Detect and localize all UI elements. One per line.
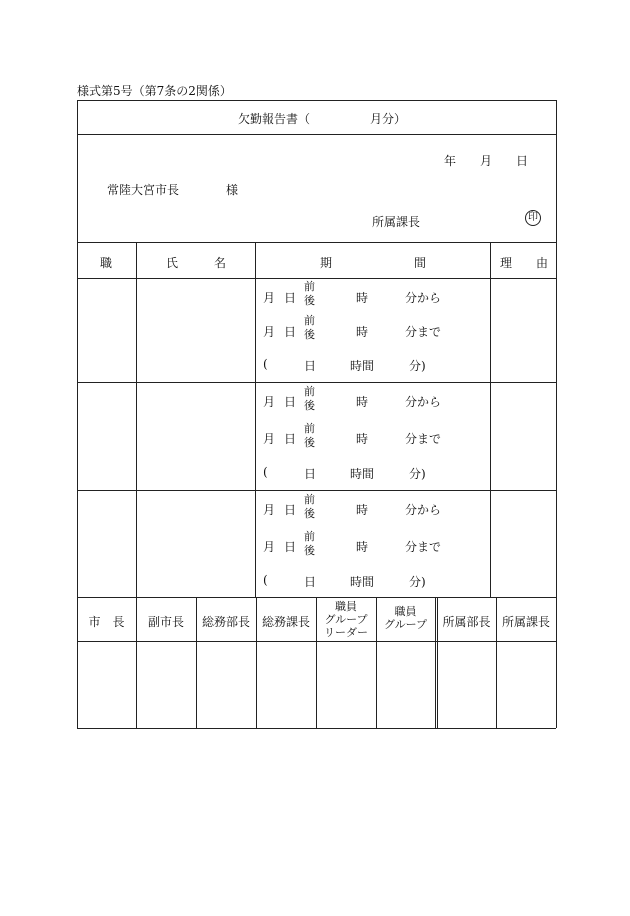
until-day: 日 — [284, 540, 297, 554]
from-month: 月 — [263, 395, 276, 409]
until-month: 月 — [263, 540, 276, 554]
approval-mayor: 市 長 — [88, 615, 125, 629]
approval-staff-group-line1: 職員 — [394, 605, 417, 618]
total-min: 分) — [409, 575, 426, 589]
total-open-paren: ( — [263, 573, 268, 587]
from-am: 前 — [304, 280, 315, 293]
from-suffix: 分から — [405, 503, 442, 517]
table-right-border — [556, 100, 557, 728]
col-divider-post — [136, 242, 137, 597]
until-suffix: 分まで — [405, 325, 442, 339]
title-divider — [77, 134, 556, 135]
approval-staff-group-leader-line3: リーダー — [324, 626, 368, 639]
until-pm: 後 — [304, 544, 315, 557]
col-header-post: 職 — [100, 256, 113, 270]
col-header-reason-left: 理 — [500, 256, 513, 270]
total-hours: 時間 — [350, 359, 375, 373]
until-month: 月 — [263, 325, 276, 339]
total-hours: 時間 — [350, 575, 375, 589]
from-suffix: 分から — [405, 291, 442, 305]
from-day: 日 — [284, 395, 297, 409]
until-pm: 後 — [304, 328, 315, 341]
until-am: 前 — [304, 530, 315, 543]
from-month: 月 — [263, 291, 276, 305]
approval-staff-group-leader-line2: グループ — [324, 613, 368, 626]
from-hour: 時 — [356, 395, 369, 409]
from-pm: 後 — [304, 294, 315, 307]
total-open-paren: ( — [263, 357, 268, 371]
form-title: 欠勤報告書（ 月分） — [238, 112, 407, 126]
table-bottom-border — [77, 728, 556, 729]
until-hour: 時 — [356, 540, 369, 554]
col-divider-period — [490, 242, 491, 597]
approval-general-affairs-chief: 総務課長 — [261, 615, 310, 629]
col-header-name-left: 氏 — [166, 256, 179, 270]
total-day: 日 — [304, 575, 317, 589]
approval-staff-group-line2: グループ — [383, 618, 428, 631]
entry-divider-2 — [77, 490, 556, 491]
total-open-paren: ( — [263, 465, 268, 479]
from-pm: 後 — [304, 399, 315, 412]
honorific: 様 — [226, 183, 239, 197]
total-hours: 時間 — [350, 467, 375, 481]
from-day: 日 — [284, 291, 297, 305]
dept-head-label: 所属課長 — [372, 215, 421, 229]
approval-dept-director: 所属部長 — [442, 615, 491, 629]
date-month-label: 月 — [480, 154, 493, 168]
entry-divider-1 — [77, 382, 556, 383]
approval-vice-mayor: 副市長 — [147, 615, 184, 629]
from-suffix: 分から — [405, 395, 442, 409]
approval-staff-group-leader-line1: 職員 — [335, 600, 357, 613]
total-min: 分) — [409, 467, 426, 481]
from-am: 前 — [304, 493, 315, 506]
from-hour: 時 — [356, 291, 369, 305]
until-suffix: 分まで — [405, 432, 442, 446]
approval-dept-chief: 所属課長 — [501, 615, 550, 629]
col-header-reason-right: 由 — [536, 256, 549, 270]
total-day: 日 — [304, 359, 317, 373]
addressee: 常陸大宮市長 — [107, 183, 180, 197]
col-header-period-left: 期 — [320, 256, 333, 270]
total-day: 日 — [304, 467, 317, 481]
col-header-name-right: 名 — [214, 256, 227, 270]
until-hour: 時 — [356, 325, 369, 339]
from-pm: 後 — [304, 507, 315, 520]
until-day: 日 — [284, 325, 297, 339]
until-hour: 時 — [356, 432, 369, 446]
approval-divider-6a — [435, 597, 436, 728]
approval-general-affairs-director: 総務部長 — [201, 615, 250, 629]
header-row-bottom — [77, 278, 556, 279]
from-hour: 時 — [356, 503, 369, 517]
col-divider-name — [255, 242, 256, 597]
from-am: 前 — [304, 385, 315, 398]
date-year-label: 年 — [444, 154, 457, 168]
form-number: 様式第5号（第7条の2関係） — [77, 84, 232, 98]
from-month: 月 — [263, 503, 276, 517]
until-day: 日 — [284, 432, 297, 446]
header-row-top — [77, 242, 556, 243]
until-pm: 後 — [304, 436, 315, 449]
table-top-border — [77, 100, 556, 101]
from-day: 日 — [284, 503, 297, 517]
until-am: 前 — [304, 422, 315, 435]
until-suffix: 分まで — [405, 540, 442, 554]
date-day-label: 日 — [516, 154, 529, 168]
seal-mark: 印 — [525, 210, 541, 226]
until-month: 月 — [263, 432, 276, 446]
col-header-period-right: 間 — [414, 256, 427, 270]
until-am: 前 — [304, 314, 315, 327]
total-min: 分) — [409, 359, 426, 373]
table-left-border — [77, 100, 78, 728]
